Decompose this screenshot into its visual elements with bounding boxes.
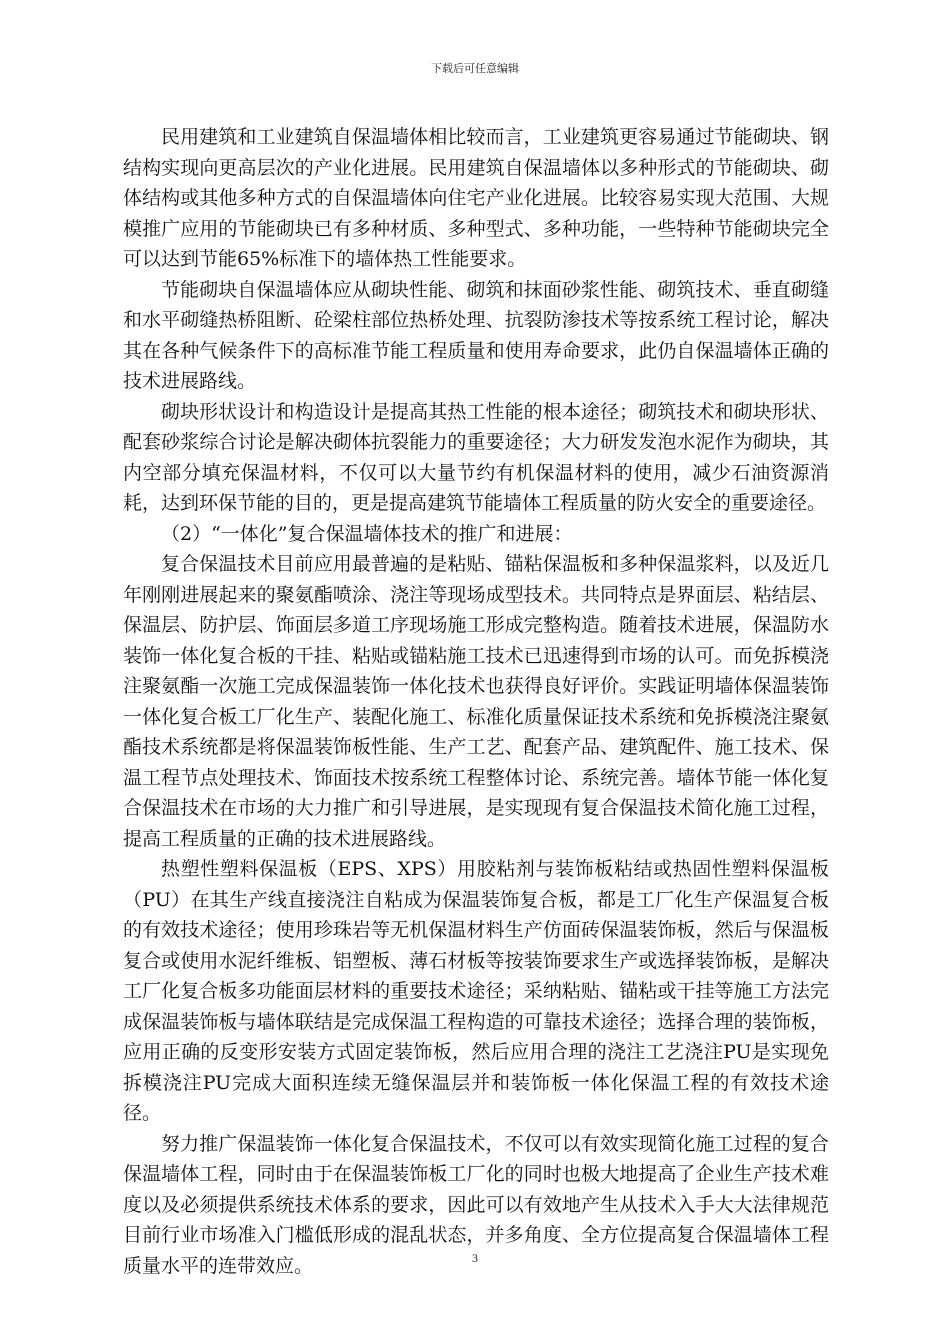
page-header: 下载后可任意编辑 — [431, 62, 519, 75]
paragraph-6: 努力推广保温装饰一体化复合保温技术，不仅可以有效实现简化施工过程的复合保温墙体工程，同时由于在保温装饰板工厂化的同时也极大地提高了企业生产技术难度以及必须提供系统技术体系的要求，因此可以有效地产生从技术入手大大法律规范目前行业市场准入门槛低形成的混乱状态，并多角度、全方位提高复合保温墙体工程质量水平的连带效应。 — [123, 1132, 829, 1277]
paragraph-5: 热塑性塑料保温板（EPS、XPS）用胶粘剂与装饰板粘结或热固性塑料保温板（PU）在其生产线直接浇注自粘成为保温装饰复合板，都是工厂化生产保温复合板的有效技术途径；使用珍珠岩等无机保温材料生产仿面砖保温装饰板，然后与保温板复合或使用水泥纤维板、铝塑板、薄石材板等按装饰要求生产或选择装饰板，是解决工厂化复合板多功能面层材料的重要技术途径；采纳粘贴、锚粘或干挂等施工方法完成保温装饰板与墙体联结是完成保温工程构造的可靠技术途径；选择合理的装饰板，应用正确的反变形安装方式固定装饰板，然后应用合理的浇注工艺浇注PU是实现免拆模浇注PU完成大面积连续无缝保温层并和装饰板一体化保温工程的有效技术途径。 — [123, 858, 829, 1124]
page-number: 3 — [472, 1251, 478, 1265]
paragraph-4: 复合保温技术目前应用最普遍的是粘贴、锚粘保温板和多种保温浆料，以及近几年刚刚进展起来的聚氨酯喷涂、浇注等现场成型技术。共同特点是界面层、粘结层、保温层、防护层、饰面层多道工序现场施工形成完整构造。随着技术进展，保温防水装饰一体化复合板的干挂、粘贴或锚粘施工技术已迅速得到市场的认可。而免拆模浇注聚氨酯一次施工完成保温装饰一体化技术也获得良好评价。实践证明墙体保温装饰一体化复合板工厂化生产、装配化施工、标准化质量保证技术系统和免拆模浇注聚氨酯技术系统都是将保温装饰板性能、生产工艺、配套产品、建筑配件、施工技术、保温工程节点处理技术、饰面技术按系统工程整体讨论、系统完善。墙体节能一体化复合保温技术在市场的大力推广和引导进展，是实现现有复合保温技术简化施工过程，提高工程质量的正确的技术进展路线。 — [123, 553, 829, 850]
paragraph-1: 民用建筑和工业建筑自保温墙体相比较而言，工业建筑更容易通过节能砌块、钢结构实现向更高层次的产业化进展。民用建筑自保温墙体以多种形式的节能砌块、砌体结构或其他多种方式的自保温墙体向住宅产业化进展。比较容易实现大范围、大规模推广应用的节能砌块已有多种材质、多种型式、多种功能，一些特种节能砌块完全可以达到节能65%标准下的墙体热工性能要求。 — [123, 126, 829, 270]
paragraph-2: 节能砌块自保温墙体应从砌块性能、砌筑和抹面砂浆性能、砌筑技术、垂直砌缝和水平砌缝热桥阻断、砼梁柱部位热桥处理、抗裂防渗技术等按系统工程讨论，解决其在各种气候条件下的高标准节能工程质量和使用寿命要求，此仍自保温墙体正确的技术进展路线。 — [123, 278, 829, 392]
section-heading: （2）“一体化”复合保温墙体技术的推广和进展： — [161, 522, 573, 545]
paragraph-3: 砌块形状设计和构造设计是提高其热工性能的根本途径；砌筑技术和砌块形状、配套砂浆综合讨论是解决砌体抗裂能力的重要途径；大力研发发泡水泥作为砌块，其内空部分填充保温材料，不仅可以大量节约有机保温材料的使用，减少石油资源消耗，达到环保节能的目的，更是提高建筑节能墙体工程质量的防火安全的重要途径。 — [123, 400, 829, 514]
document-body — [123, 122, 829, 1281]
